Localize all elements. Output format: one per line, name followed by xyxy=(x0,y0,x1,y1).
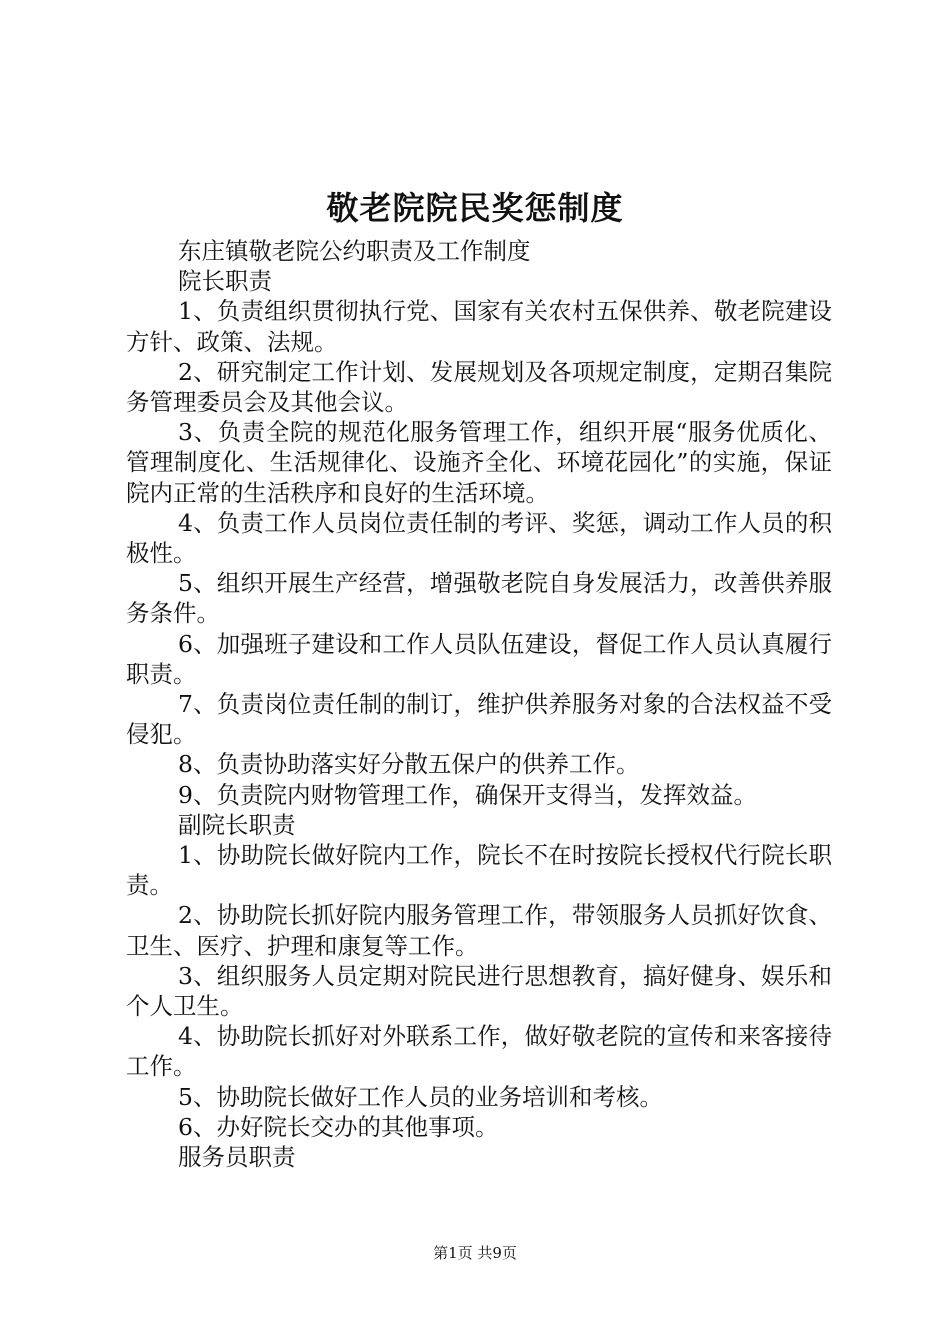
paragraph: 2、研究制定工作计划、发展规划及各项规定制度，定期召集院务管理委员会及其他会议。 xyxy=(126,357,832,417)
paragraph: 2、协助院长抓好院内服务管理工作，带领服务人员抓好饮食、卫生、医疗、护理和康复等工作。 xyxy=(126,901,832,960)
section-heading: 服务员职责 xyxy=(178,1143,296,1172)
paragraph: 4、协助院长抓好对外联系工作，做好敬老院的宣传和来客接待工作。 xyxy=(126,1022,832,1081)
paragraph: 东庄镇敬老院公约职责及工作制度 xyxy=(178,237,531,265)
paragraph: 4、负责工作人员岗位责任制的考评、奖惩，调动工作人员的积极性。 xyxy=(126,508,832,568)
paragraph: 1、协助院长做好院内工作，院长不在时按院长授权代行院长职责。 xyxy=(126,841,832,900)
page-footer: 第1页 共9页 xyxy=(433,1244,517,1262)
paragraph: 6、加强班子建设和工作人员队伍建设，督促工作人员认真履行职责。 xyxy=(126,629,832,688)
paragraph: 7、负责岗位责任制的制订，维护供养服务对象的合法权益不受侵犯。 xyxy=(126,690,832,749)
paragraph: 1、负责组织贯彻执行党、国家有关农村五保供养、敬老院建设方针、政策、法规。 xyxy=(126,297,832,356)
paragraph: 5、协助院长做好工作人员的业务培训和考核。 xyxy=(178,1082,663,1111)
paragraph: 5、组织开展生产经营，增强敬老院自身发展活力，改善供养服务条件。 xyxy=(126,569,832,628)
paragraph: 6、办好院长交办的其他事项。 xyxy=(178,1112,499,1141)
document-title: 敬老院院民奖惩制度 xyxy=(326,189,624,227)
document-body xyxy=(126,236,832,1172)
paragraph: 9、负责院内财物管理工作，确保开支得当，发挥效益。 xyxy=(178,780,757,809)
paragraph: 8、负责协助落实好分散五保户的供养工作。 xyxy=(178,750,640,779)
paragraph: 3、负责全院的规范化服务管理工作，组织开展“服务优质化、管理制度化、生活规律化、设施齐全化、环境花园化”的实施，保证院内正常的生活秩序和良好的生活环境。 xyxy=(126,418,832,507)
section-heading: 院长职责 xyxy=(178,267,272,296)
section-heading: 副院长职责 xyxy=(178,810,296,839)
paragraph: 3、组织服务人员定期对院民进行思想教育，搞好健身、娱乐和个人卫生。 xyxy=(126,961,832,1021)
